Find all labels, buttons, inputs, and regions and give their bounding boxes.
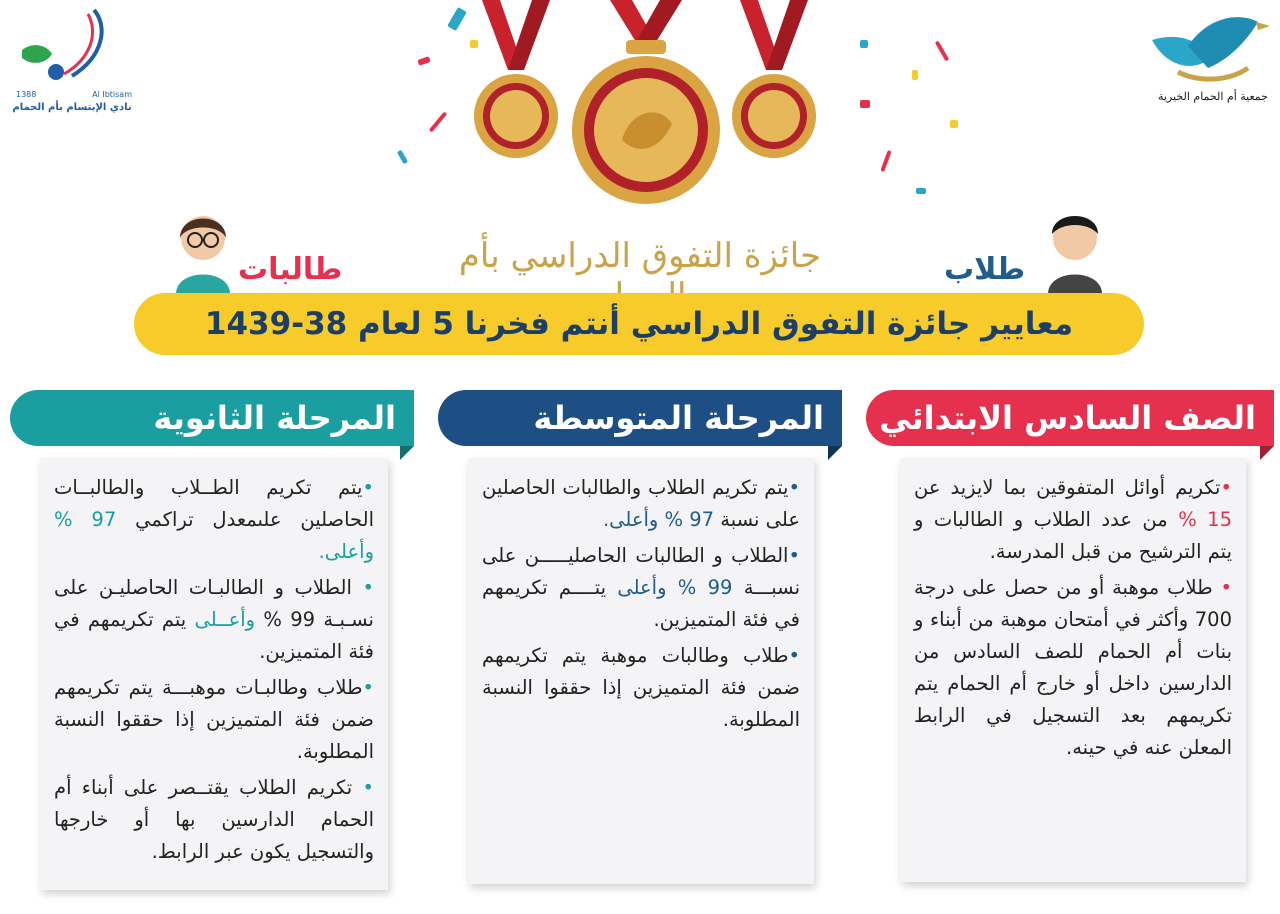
tab-fold [1260, 446, 1274, 460]
banner-text: معايير جائزة التفوق الدراسي أنتم فخرنا 5 لعام 38-1439 [204, 306, 1074, 342]
list-item: • الطلاب و الطالبـات الحاصليـن على نسـبـة 99 % وأعــلى يتم تكريمهم في فئة المتميزين. [54, 576, 374, 663]
tab-middle [438, 390, 842, 446]
ibtisam-club-logo [12, 6, 132, 118]
card-primary [900, 458, 1246, 882]
boy-avatar-icon [1044, 204, 1106, 294]
brand-year: 1388 [16, 90, 37, 99]
tab-primary [866, 390, 1274, 446]
list-item: •طلاب وطالبـات موهبـــة يتم تكريمهم ضمن فئة المتميزين إذا حققوا النسبة المطلوبة. [54, 676, 374, 763]
confetti [935, 40, 949, 61]
card-secondary [40, 458, 388, 890]
middle-title: المرحلة المتوسطة [533, 399, 824, 437]
boys-label: طلاب [944, 252, 1026, 287]
list-item: •الطلاب و الطالبات الحاصليـــــن على نسبـــة 99 % وأعلى يتــــم تكريمهم في فئة المتميزين. [482, 544, 800, 631]
girl-avatar-icon [172, 204, 234, 294]
confetti [397, 150, 408, 165]
brand-latin: Al Ibtisam [92, 90, 132, 99]
tab-fold [828, 446, 842, 460]
card-middle [468, 458, 814, 884]
confetti [417, 56, 430, 66]
brand-title: نادي الإبتسام بأم الحمام [12, 102, 132, 113]
confetti [429, 112, 447, 133]
confetti [860, 100, 870, 108]
confetti [916, 188, 926, 194]
tab-secondary [10, 390, 414, 446]
list-item: •طلاب وطالبات موهبة يتم تكريمهم ضمن فئة المتميزين إذا حققوا النسبة المطلوبة. [482, 644, 800, 731]
charity-logo [1148, 12, 1272, 112]
list-item: •يتم تكريم الطــلاب والطالبــات الحاصلين علىمعدل تراكمي 97 % وأعلى. [54, 476, 374, 563]
tab-fold [400, 446, 414, 460]
dove-logo-icon [12, 6, 132, 90]
award-title: جائزة التفوق الدراسي بأم [458, 236, 822, 276]
bird-logo-icon [1148, 12, 1272, 92]
primary-title: الصف السادس الابتدائي [879, 399, 1256, 437]
list-item: • تكريم الطلاب يقتــصر على أبناء أم الحمام الدارسين بها أو خارجها والتسجيل يكون عبر الرابط. [54, 776, 374, 863]
list-item: • طلاب موهبة أو من حصل على درجة 700 وأكثر في أمتحان موهبة من أبناء و بنات أم الحمام للصف السادس من الدارسين داخل أو خارج أم الحمام يتم تكريمهم بعد التسجيل في الرابط المعلن عنه في حينه. [914, 576, 1232, 759]
secondary-title: المرحلة الثانوية [153, 399, 396, 437]
criteria-banner [134, 293, 1144, 355]
confetti [912, 70, 918, 80]
girls-label: طالبات [238, 252, 343, 287]
list-item: •يتم تكريم الطلاب والطالبات الحاصلين على نسبة 97 % وأعلى. [482, 476, 800, 531]
confetti [860, 40, 868, 48]
confetti [950, 120, 958, 128]
brand-subline [16, 90, 132, 99]
medals-illustration [460, 0, 820, 236]
confetti [880, 150, 891, 172]
charity-name: جمعية أم الحمام الخيرية [1158, 90, 1268, 103]
list-item: •تكريم أوائل المتفوقين بما لايزيد عن 15 % من عدد الطلاب و الطالبات و يتم الترشيح من قبل المدرسة. [914, 476, 1232, 563]
